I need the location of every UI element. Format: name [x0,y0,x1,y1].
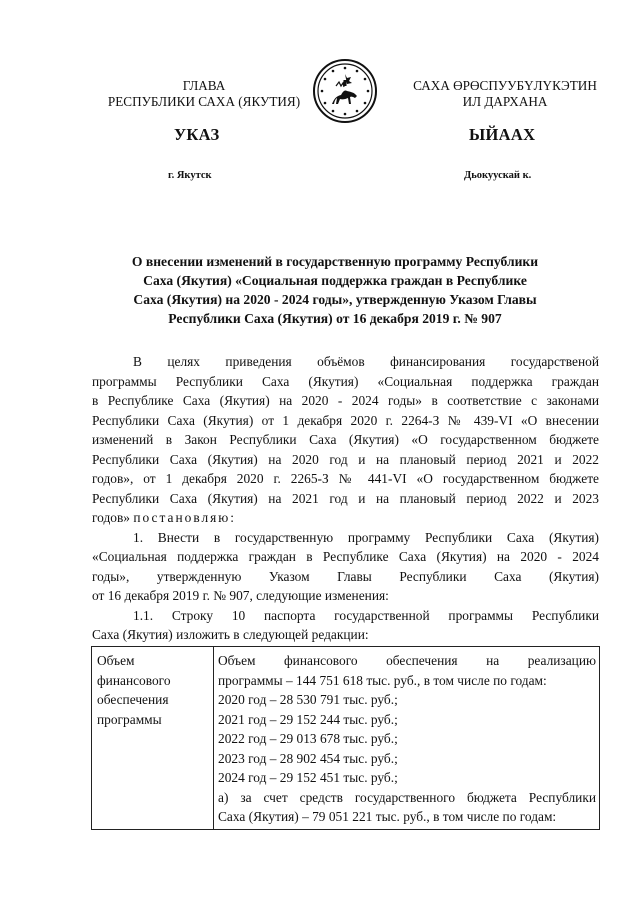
table-value-line: 2020 год – 28 530 791 тыс. руб.; [218,692,398,707]
table-value-line: Объем финансового обеспечения на реализацию [218,653,596,668]
body-line: годов», от 1 декабря 2020 г. 2265-З № 441-VI «О государственном бюджете [92,471,599,486]
title-line: О внесении изменений в государственную программу Республики [131,254,539,269]
table-label-line: финансового [97,672,171,688]
table-value-line: 2022 год – 29 013 678 тыс. руб.; [218,731,398,746]
body-line: Республики Саха (Якутия) от 1 декабря 2020 г. 2264-З № 439-VI «О внесении [92,412,599,428]
funding-table [91,646,600,830]
table-label-line: программы [97,711,162,727]
table-cell-label [97,651,209,729]
doctype-left: УКАЗ [174,125,220,144]
decree-word: постановляю: [133,510,237,525]
table-cell-value [218,651,596,827]
body-line: изменений в Закон Республики Саха (Якутия) «О государственном бюджете [92,432,599,447]
table-value-line: 2024 год – 29 152 451 тыс. руб.; [218,770,398,785]
doctype-right: ЫЙААХ [469,125,536,144]
table-divider [213,647,214,829]
table-value-line: а) за счет средств государственного бюджета Республики [218,789,596,805]
body-line: Республики Саха (Якутия) на 2021 год и на плановый период 2022 и 2023 [92,490,599,506]
body-text: годов» [92,510,130,525]
city-left: г. Якутск [168,170,212,181]
header-left [84,78,324,110]
body-line: программы Республики Саха (Якутия) «Социальная поддержка граждан [92,373,599,389]
body-line: от 16 декабря 2019 г. № 907, следующие изменения: [92,588,389,603]
table-label-line: обеспечения [97,692,169,707]
document-title [95,252,575,328]
body-line: Саха (Якутия) изложить в следующей редакции: [92,627,369,642]
table-value-line: 2023 год – 28 902 454 тыс. руб.; [218,750,398,766]
table-label-line: Объем [97,653,135,668]
table-value-line: программы – 144 751 618 тыс. руб., в том числе по годам: [218,672,547,688]
document-body [92,352,599,645]
body-line: 1.1. Строку 10 паспорта государственной программы Республики [133,607,599,623]
header-left-line-1: ГЛАВА [182,78,226,93]
body-line: В целях приведения объёмов финансирования государственой [133,354,599,369]
body-line: «Социальная поддержка граждан в Республике Саха (Якутия) на 2020 - 2024 [92,549,599,564]
body-line: годы», утвержденную Указом Главы Республики Саха (Якутия) [92,568,599,584]
header-right-line-2: ИЛ ДАРХАНА [462,94,548,109]
header-right [400,78,610,110]
coat-of-arms-icon [312,58,378,124]
city-right: Дьокуускай к. [464,170,532,181]
body-line: 1. Внести в государственную программу Республики Саха (Якутия) [133,529,599,545]
table-value-line: Саха (Якутия) – 79 051 221 тыс. руб., в том числе по годам: [218,809,557,824]
title-line: Республики Саха (Якутия) от 16 декабря 2019 г. № 907 [168,311,502,326]
body-line [92,508,599,528]
table-value-line: 2021 год – 29 152 244 тыс. руб.; [218,711,398,727]
title-line: Саха (Якутия) на 2020 - 2024 годы», утвержденную Указом Главы [133,292,537,307]
body-line: в Республике Саха (Якутия) на 2020 - 2024 годы» в соответствие с законами [92,393,599,408]
title-line: Саха (Якутия) «Социальная поддержка граждан в Республике [143,273,527,288]
body-line: Республики Саха (Якутия) на 2020 год и на плановый период 2021 и 2022 [92,451,599,467]
header-right-line-1: САХА ӨРӨСПУУБҮЛҮКЭТИН [413,78,597,93]
header-left-line-2: РЕСПУБЛИКИ САХА (ЯКУТИЯ) [107,94,301,109]
